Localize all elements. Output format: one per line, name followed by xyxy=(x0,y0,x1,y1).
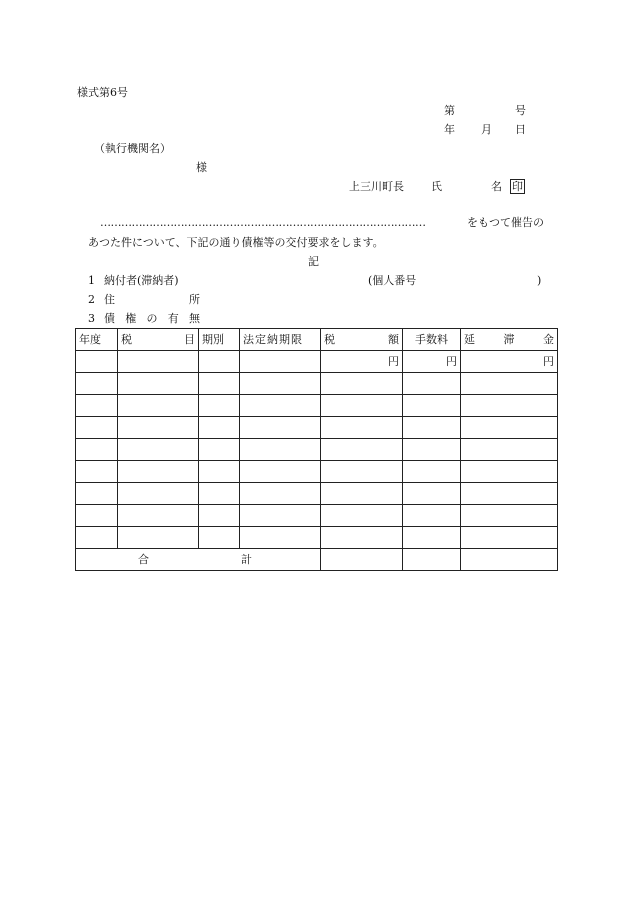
total-fee xyxy=(403,549,461,571)
item3-char: 権 xyxy=(125,312,137,325)
total-late-fee xyxy=(461,549,558,571)
header-deadline: 法定納期限 xyxy=(240,329,321,351)
unit-yen-late: 円 xyxy=(461,351,558,373)
unit-yen-amount: 円 xyxy=(321,351,403,373)
mynumber-close: ) xyxy=(537,274,542,287)
table-row xyxy=(76,483,558,505)
recipient-honorific: 様 xyxy=(196,161,207,174)
sender-name-label-1: 氏 xyxy=(431,180,442,193)
document-number-suffix: 号 xyxy=(515,104,526,117)
table-row xyxy=(76,417,558,439)
header-period: 期別 xyxy=(199,329,240,351)
body-line1-end: をもつて催告の xyxy=(467,216,544,229)
item1-number: 1 xyxy=(88,274,95,287)
header-late-fee: 延 滞 金 xyxy=(461,329,558,351)
item1-label: 納付者(滞納者) xyxy=(104,274,179,287)
body-line2: あつた件について、下記の通り債権等の交付要求をします。 xyxy=(88,236,384,249)
seal-label: 印 xyxy=(512,180,523,193)
table-row xyxy=(76,439,558,461)
document-number-prefix: 第 xyxy=(444,104,455,117)
sender-title: 上三川町長 xyxy=(349,180,404,193)
table-row xyxy=(76,505,558,527)
item2-label-a: 住 xyxy=(104,293,115,306)
item3-char: 債 xyxy=(104,312,115,325)
recipient-agency-note: （執行機関名） xyxy=(94,142,171,155)
sender-name-label-2: 名 xyxy=(491,180,502,193)
header-amount: 税 額 xyxy=(321,329,403,351)
table-row xyxy=(76,527,558,549)
header-year: 年度 xyxy=(76,329,118,351)
total-amount xyxy=(321,549,403,571)
body-line1-dots: ………………………………………………………………………………… xyxy=(100,216,426,229)
item2-number: 2 xyxy=(88,293,95,306)
table-header-row xyxy=(76,329,558,351)
date-day-label: 日 xyxy=(515,123,526,136)
item3-char: 有 xyxy=(167,312,179,325)
table-row xyxy=(76,373,558,395)
unit-yen-fee: 円 xyxy=(403,351,461,373)
total-label: 合 計 xyxy=(76,549,321,571)
date-month-label: 月 xyxy=(481,123,492,136)
table-row xyxy=(76,351,558,373)
header-tax-item: 税 目 xyxy=(118,329,199,351)
table-total-row xyxy=(76,549,558,571)
date-year-label: 年 xyxy=(444,123,455,136)
item3-char: の xyxy=(146,312,158,325)
item3-number: 3 xyxy=(88,312,95,325)
mynumber-label: (個人番号 xyxy=(368,274,417,287)
form-number: 様式第6号 xyxy=(77,86,128,99)
claims-table xyxy=(75,328,558,571)
header-fee: 手数料 xyxy=(403,329,461,351)
ki-heading: 記 xyxy=(308,255,319,268)
seal-mark xyxy=(510,179,525,194)
table-row xyxy=(76,461,558,483)
item2-label-b: 所 xyxy=(189,293,200,306)
table-row xyxy=(76,395,558,417)
item3-label xyxy=(104,312,200,326)
item3-char: 無 xyxy=(189,312,200,325)
